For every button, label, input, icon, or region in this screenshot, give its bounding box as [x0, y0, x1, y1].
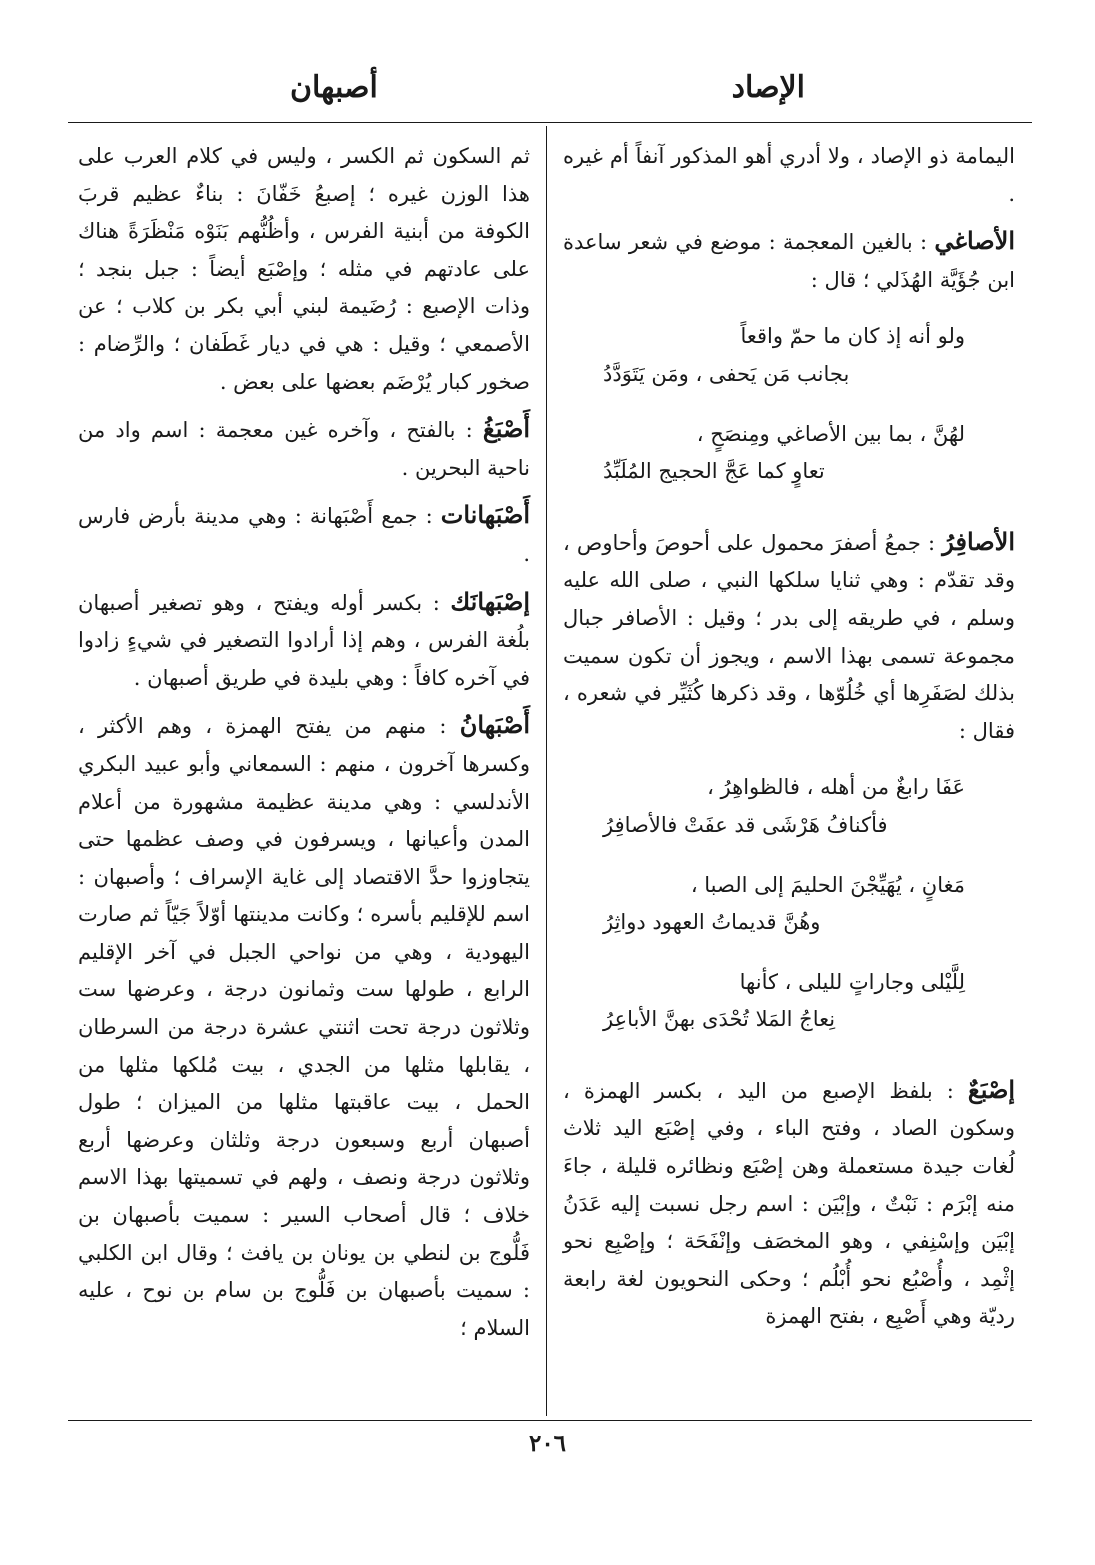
verse-hemistich: بجانب مَن يَحفى ، ومَن يَتَوَدَّدُ — [603, 361, 850, 386]
entry-headword: أَصْبَهانُ — [459, 710, 530, 740]
entry-definition: : بالغين المعجمة : موضع في شعر ساعدة ابن جُؤَيَّة الهُذَلي ؛ قال : — [563, 230, 1015, 292]
verse-hemistich: لِلَّيْلى وجاراتٍ لليلى ، كأنها — [739, 969, 965, 994]
continuation-text: ثم السكون ثم الكسر ، وليس في كلام العرب على هذا الوزن غيره ؛ إصبعُ خَفّانَ : بناءٌ عظيم قربَ الكوفة من أبنية الفرس ، وأظُنُّهم بَنَوْه مَنْظَرَةً هناك على عادتهم في مثله ؛ وإصْبَع أيضاً : جبل بنجد ؛ وذات الإصبع : رُضَيمة لبني أبي بكر بن كلاب ؛ عن الأصمعي ؛ وقيل : هي في ديار غَطَفان ؛ والرِّضام : صخور كبار يُرْضَم بعضها على بعض . — [78, 144, 530, 394]
verse-hemistich: ولو أنه إذ كان ما حمّ واقعاً — [740, 324, 965, 349]
continuation-text: اليمامة ذو الإصاد ، ولا أدري أهو المذكور آنفاً أم غيره . — [563, 144, 1015, 206]
bottom-rule — [68, 1420, 1032, 1421]
verse-hemistich: فأكنافُ هَرْشَى قد عفَتْ فالأصافِرُ — [603, 812, 888, 837]
entry-definition: : بلفظ الإصبع من اليد ، بكسر الهمزة ، وسكون الصاد ، وفتح الباء ، وفي إصْبَع اليد ثلاث لُغات جيدة مستعملة وهن إصْبَع ونظائره قليلة ، جاءَ منه إبْرَم : نَبْتٌ ، وإبْيَن : اسم رجل نسبت إليه عَدَنُ إبْيَن وإسْنِفي ، وهو المخصَف وإنْفَحَة ؛ وإصْبِع نحو إثْمِد ، وأُصْبُع نحو أُبْلُم ؛ وحكى النحويون لغة رابعة رديّة وهي أَصْبِع ، بفتح الهمزة — [563, 1078, 1015, 1329]
page-header — [0, 70, 1095, 120]
top-rule — [68, 122, 1032, 123]
dictionary-entry — [78, 583, 530, 698]
poem — [563, 759, 1015, 1071]
right-column — [563, 138, 1015, 1345]
column-divider — [546, 126, 547, 1416]
page-number: ٢٠٦ — [528, 1430, 567, 1457]
left-column — [78, 138, 530, 1356]
poem-verse — [603, 416, 965, 491]
verse-hemistich: وهُنَّ قديماتُ العهود دواثِرُ — [603, 910, 821, 935]
entry-headword: أَصْبَهانات — [440, 500, 530, 530]
entry-headword: الأصاغي — [934, 226, 1015, 256]
entry-headword: إصْبَعٌ — [967, 1074, 1015, 1104]
verse-hemistich: مَغانٍ ، يُهَيِّجْنَ الحليمَ إلى الصبا ، — [690, 872, 965, 897]
dictionary-entry — [78, 496, 530, 573]
entry-headword: أَصْبَغُ — [482, 414, 530, 444]
entry-definition: : بالفتح ، وآخره غين معجمة : اسم واد من ناحية البحرين . — [78, 418, 530, 480]
verse-hemistich: تعاوٍ كما عَجَّ الحجيج المُلَبِّدُ — [603, 459, 825, 484]
verse-hemistich: عَفَا رابغٌ من أهله ، فالظواهِرُ ، — [707, 775, 965, 800]
dictionary-entry — [78, 410, 530, 487]
poem-verse — [603, 318, 965, 393]
poem-verse — [603, 964, 965, 1039]
poem — [563, 308, 1015, 522]
dictionary-entry — [563, 523, 1015, 751]
entry-definition: : بكسر أوله ويفتح ، وهو تصغير أصبهان بلُغة الفرس ، وهم إذا أرادوا التصغير في شيءٍ زادوا في آخره كافاً : وهي بليدة في طريق أصبهان . — [78, 590, 530, 690]
entry-definition: : جمعُ أصفرَ محمول على أحوصَ وأحاوص ، وقد تقدّم : وهي ثنايا سلكها النبي ، صلى الله عليه وسلم ، في طريقه إلى بدر ؛ وقيل : الأصافر جبال مجموعة تسمى بهذا الاسم ، ويجوز أن تكون سميت بذلك لصَفَرِها أي خُلُوّها ، وقد ذكرها كُثَيِّر في شعره ، فقال : — [563, 530, 1015, 743]
entry-headword: الأصافِرُ — [942, 526, 1015, 556]
verse-hemistich: نِعاجُ المَلا تُحْدَى بهنَّ الأباعِرُ — [603, 1007, 836, 1032]
verse-hemistich: لهُنَّ ، بما بين الأصاغي ومِنصَحٍ ، — [696, 421, 965, 446]
dictionary-entry — [563, 1071, 1015, 1336]
poem-verse — [603, 769, 965, 844]
running-head-right: الإصاد — [731, 70, 805, 105]
entry-definition: : جمع أَصْبَهانة : وهي مدينة بأرض فارس . — [78, 504, 530, 566]
dictionary-entry — [78, 706, 530, 1347]
dictionary-entry — [563, 222, 1015, 299]
poem-verse — [603, 867, 965, 942]
entry-definition: : منهم من يفتح الهمزة ، وهم الأكثر ، وكسرها آخرون ، منهم : السمعاني وأبو عبيد البكري الأندلسي : وهي مدينة عظيمة مشهورة من أعلام المدن وأعيانها ، ويسرفون في وصف عظمها حتى يتجاوزوا حدَّ الاقتصاد إلى غاية الإسراف ؛ وأصبهان : اسم للإقليم بأسره ؛ وكانت مدينتها أوّلاً جَيّاً ثم صارت اليهودية ، وهي من نواحي الجبل في آخر الإقليم الرابع ، طولها ست وثمانون درجة ، وعرضها ست وثلاثون درجة تحت اثنتي عشرة درجة من السرطان ، يقابلها مثلها من الجدي ، بيت مُلكها مثلها من الحمل ، بيت عاقبتها مثلها من الميزان ؛ طول أصبهان أربع وسبعون درجة وثلثان وعرضها أربع وثلاثون درجة ونصف ، ولهم في تسميتها بهذا الاسم خلاف ؛ قال أصحاب السير : سميت بأصبهان بن فَلُّوج بن لنطي بن يونان بن يافث ؛ وقال ابن الكلبي : سميت بأصبهان بن فَلُّوج بن سام بن نوح ، عليه السلام ؛ — [78, 714, 530, 1340]
running-head-left: أصبهان — [290, 70, 378, 105]
entry-headword: إصْبَهانَك — [450, 586, 530, 616]
